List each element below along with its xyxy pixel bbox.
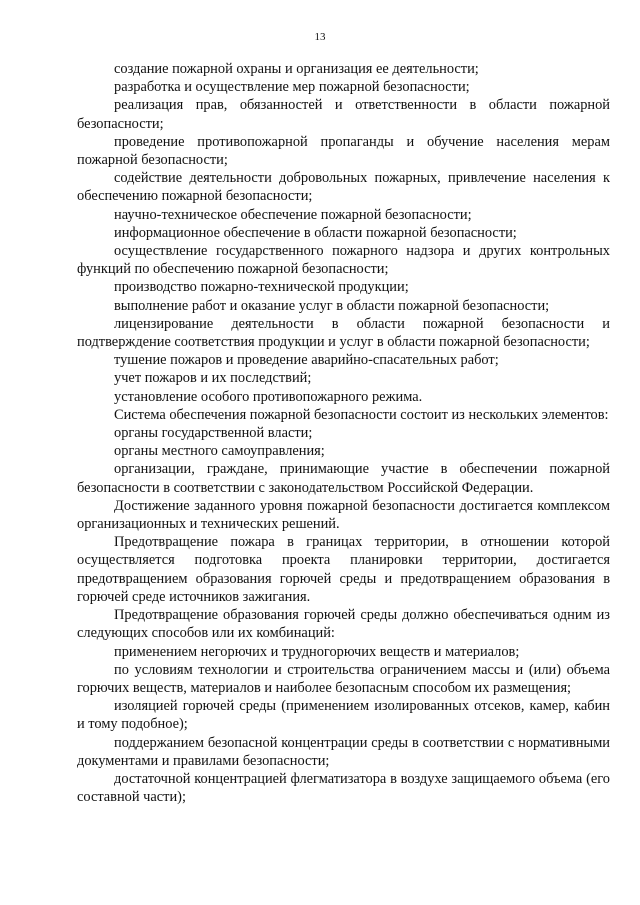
paragraph: производство пожарно-технической продукции;: [114, 279, 409, 296]
paragraph: Предотвращение пожара в границах территории, в отношении которой осуществляется подготовка проекта планировки территории, достигается предотвращением образования горючей среды и предотвращением образования в горючей среде источников зажигания.: [77, 534, 610, 605]
paragraph: учет пожаров и их последствий;: [114, 370, 312, 387]
paragraph: достаточной концентрацией флегматизатора в воздухе защищаемого объема (его составной части);: [77, 770, 610, 806]
paragraph: установление особого противопожарного режима.: [114, 388, 423, 405]
paragraph: разработка и осуществление мер пожарной безопасности;: [114, 79, 470, 96]
document-body: [77, 60, 610, 806]
paragraph: реализация прав, обязанностей и ответственности в области пожарной безопасности;: [77, 97, 610, 132]
paragraph: лицензирование деятельности в области пожарной безопасности и подтверждение соответствия продукции и услуг в области пожарной безопасности;: [77, 315, 610, 351]
paragraph: создание пожарной охраны и организация ее деятельности;: [114, 61, 479, 77]
paragraph: Достижение заданного уровня пожарной безопасности достигается комплексом организационных и технических решений.: [77, 497, 610, 533]
paragraph: тушение пожаров и проведение аварийно-спасательных работ;: [114, 352, 499, 369]
paragraph: органы местного самоуправления;: [114, 443, 325, 460]
paragraph: проведение противопожарной пропаганды и обучение населения мерам пожарной безопасности;: [77, 133, 610, 169]
page-number: 13: [314, 31, 326, 43]
paragraph: изоляцией горючей среды (применением изолированных отсеков, камер, кабин и тому подобное);: [77, 698, 610, 733]
paragraph: осуществление государственного пожарного надзора и других контрольных функций по обеспечению пожарной безопасности;: [77, 243, 610, 278]
paragraph: поддержанием безопасной концентрации среды в соответствии с нормативными документами и правилами безопасности;: [77, 734, 610, 769]
paragraph: Предотвращение образования горючей среды должно обеспечиваться одним из следующих способов или их комбинаций:: [77, 607, 610, 642]
paragraph: содействие деятельности добровольных пожарных, привлечение населения к обеспечению пожарной безопасности;: [77, 170, 610, 205]
paragraph: информационное обеспечение в области пожарной безопасности;: [114, 224, 517, 241]
paragraph: органы государственной власти;: [114, 425, 313, 442]
paragraph: организации, граждане, принимающие участие в обеспечении пожарной безопасности в соответствии с законодательством Российской Федерации.: [77, 461, 610, 496]
paragraph: применением негорючих и трудногорючих веществ и материалов;: [114, 643, 520, 660]
paragraph: по условиям технологии и строительства ограничением массы и (или) объема горючих веществ, материалов и наиболее безопасным способом их размещения;: [77, 661, 610, 696]
paragraph: Система обеспечения пожарной безопасности состоит из нескольких элементов:: [114, 406, 609, 423]
paragraph: научно-техническое обеспечение пожарной безопасности;: [114, 206, 472, 223]
paragraph: выполнение работ и оказание услуг в области пожарной безопасности;: [114, 297, 550, 314]
